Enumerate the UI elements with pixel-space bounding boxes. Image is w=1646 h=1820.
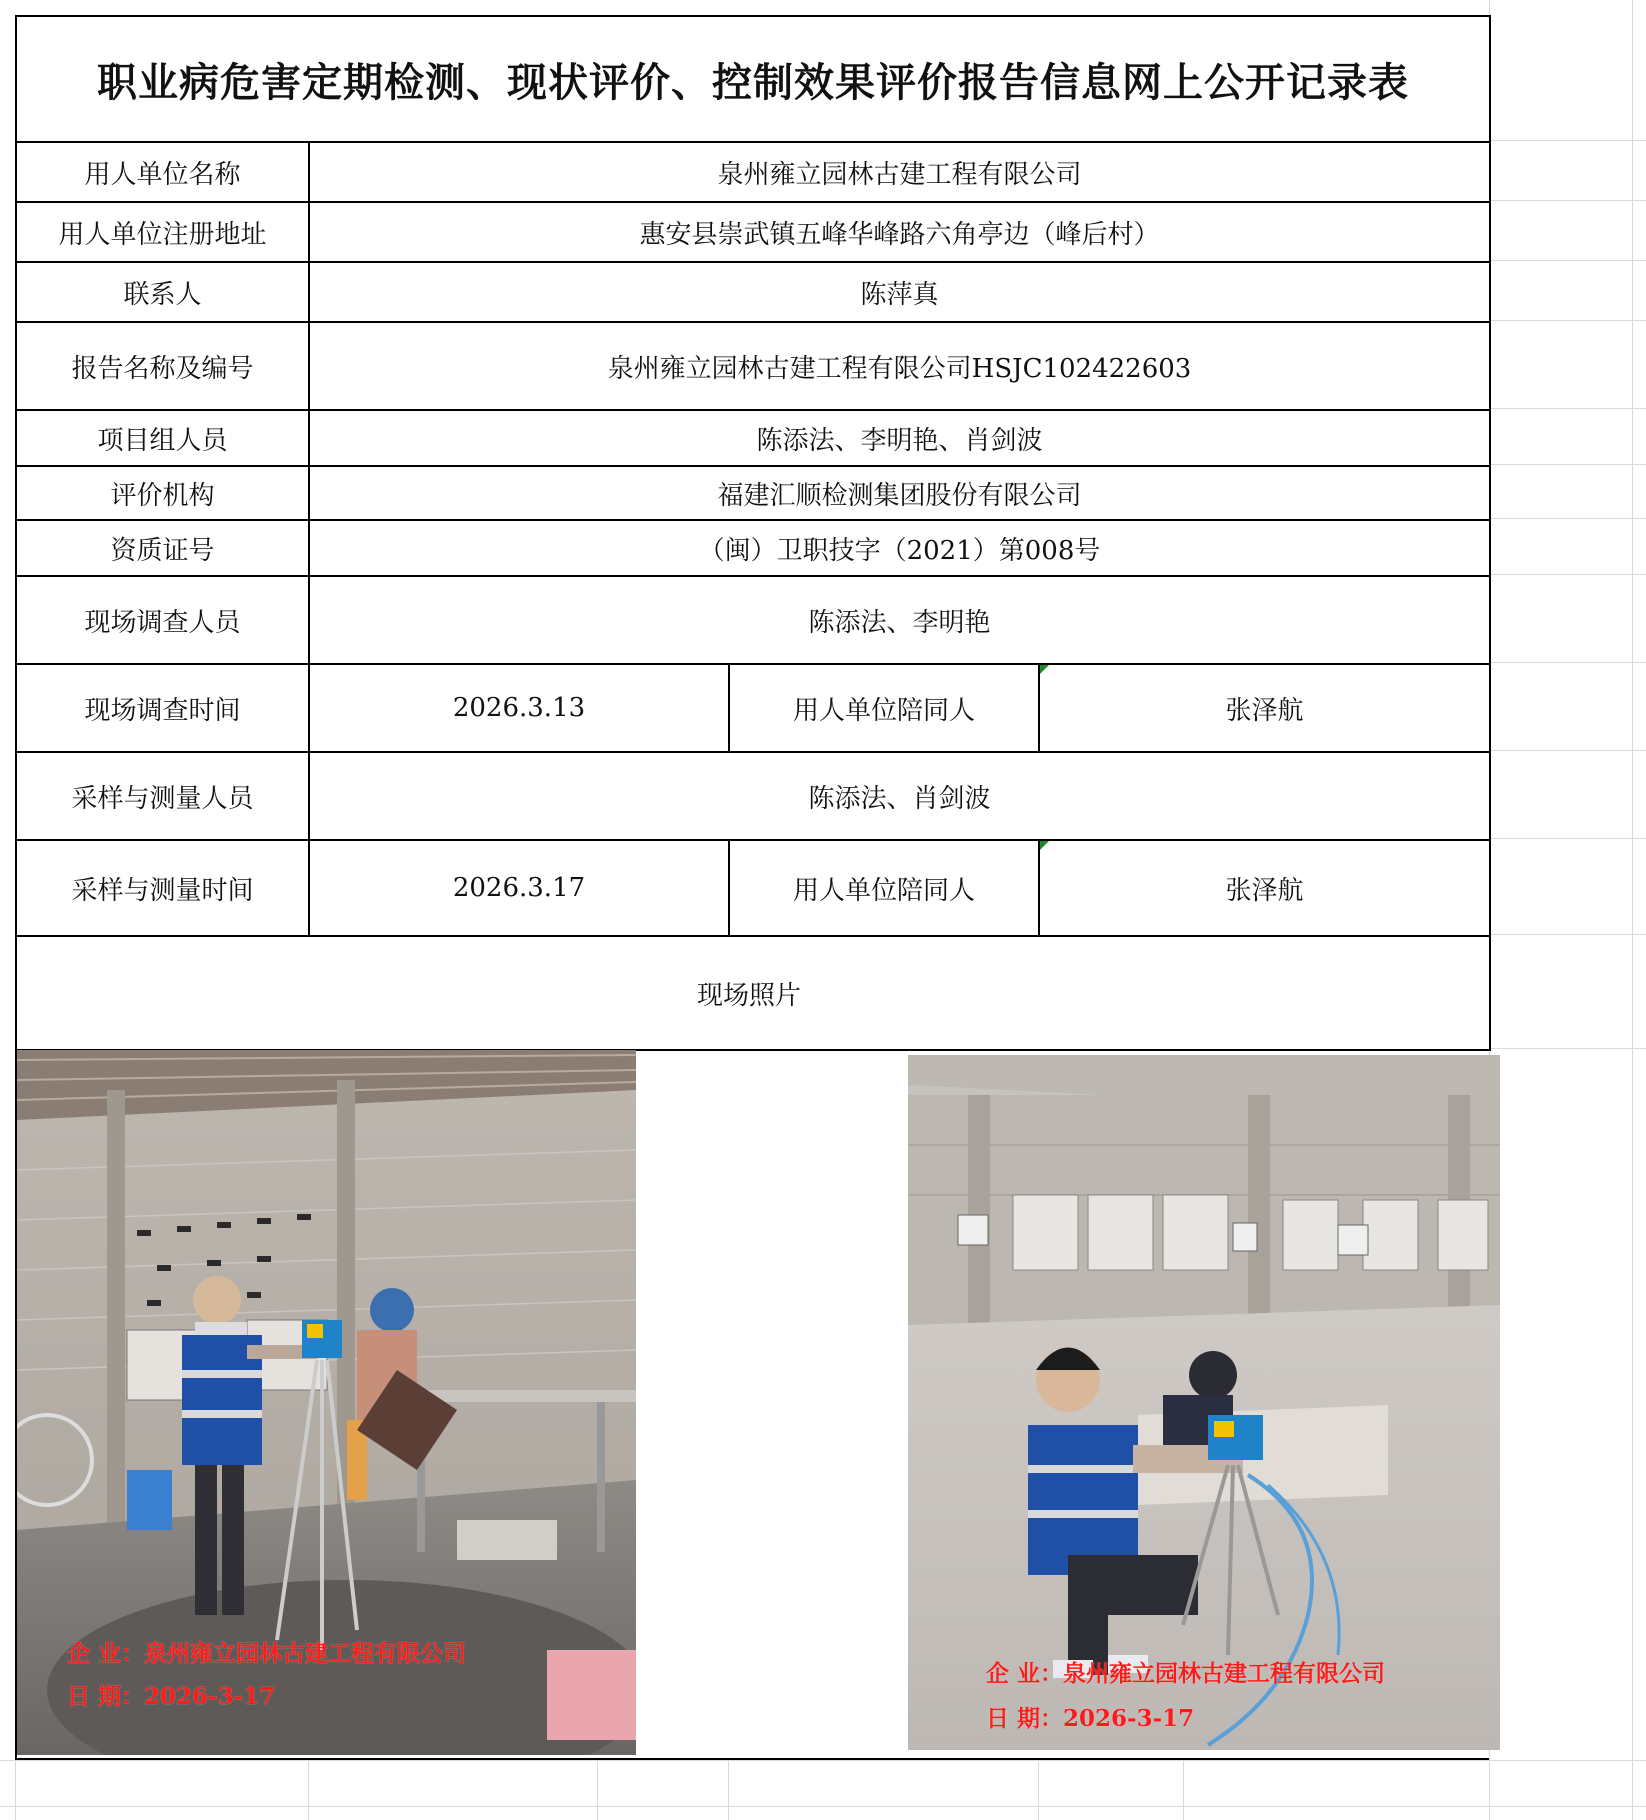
report-name-label: 报告名称及编号 [16,322,309,410]
site-photo-2-scene [908,1055,1500,1750]
survey-time-label: 现场调查时间 [16,664,309,752]
photo-1-date-stamp: 日 期：2026-3-17 [67,1683,276,1710]
survey-staff-value: 陈添法、李明艳 [309,576,1490,664]
site-photo-1 [17,1050,636,1755]
project-team-value: 陈添法、李明艳、肖剑波 [309,410,1490,466]
sampling-staff-value: 陈添法、肖剑波 [309,752,1490,840]
project-team-label: 项目组人员 [16,410,309,466]
photo-2-date-stamp: 日 期：2026-3-17 [986,1705,1195,1732]
agency-label: 评价机构 [16,466,309,520]
survey-companion-value: 张泽航 [1039,664,1490,752]
page-title: 职业病危害定期检测、现状评价、控制效果评价报告信息网上公开记录表 [16,16,1490,142]
sampling-time-value: 2026.3.17 [309,840,729,936]
survey-companion-label: 用人单位陪同人 [729,664,1039,752]
sampling-time-label: 采样与测量时间 [16,840,309,936]
employer-name-label: 用人单位名称 [16,142,309,202]
survey-time-value: 2026.3.13 [309,664,729,752]
contact-value: 陈萍真 [309,262,1490,322]
contact-label: 联系人 [16,262,309,322]
qualification-label: 资质证号 [16,520,309,576]
record-table [15,15,1491,1051]
employer-name-value: 泉州雍立园林古建工程有限公司 [309,142,1490,202]
qualification-value: （闽）卫职技字（2021）第008号 [309,520,1490,576]
employer-address-label: 用人单位注册地址 [16,202,309,262]
report-name-value: 泉州雍立园林古建工程有限公司HSJC102422603 [309,322,1490,410]
survey-staff-label: 现场调查人员 [16,576,309,664]
sampling-companion-label: 用人单位陪同人 [729,840,1039,936]
sampling-staff-label: 采样与测量人员 [16,752,309,840]
site-photo-2 [908,1055,1500,1750]
photo-1-company-stamp: 企 业：泉州雍立园林古建工程有限公司 [67,1640,467,1667]
sampling-companion-value: 张泽航 [1039,840,1490,936]
agency-value: 福建汇顺检测集团股份有限公司 [309,466,1490,520]
photos-label: 现场照片 [16,936,1490,1050]
employer-address-value: 惠安县崇武镇五峰华峰路六角亭边（峰后村） [309,202,1490,262]
photo-2-company-stamp: 企 业：泉州雍立园林古建工程有限公司 [986,1660,1386,1687]
